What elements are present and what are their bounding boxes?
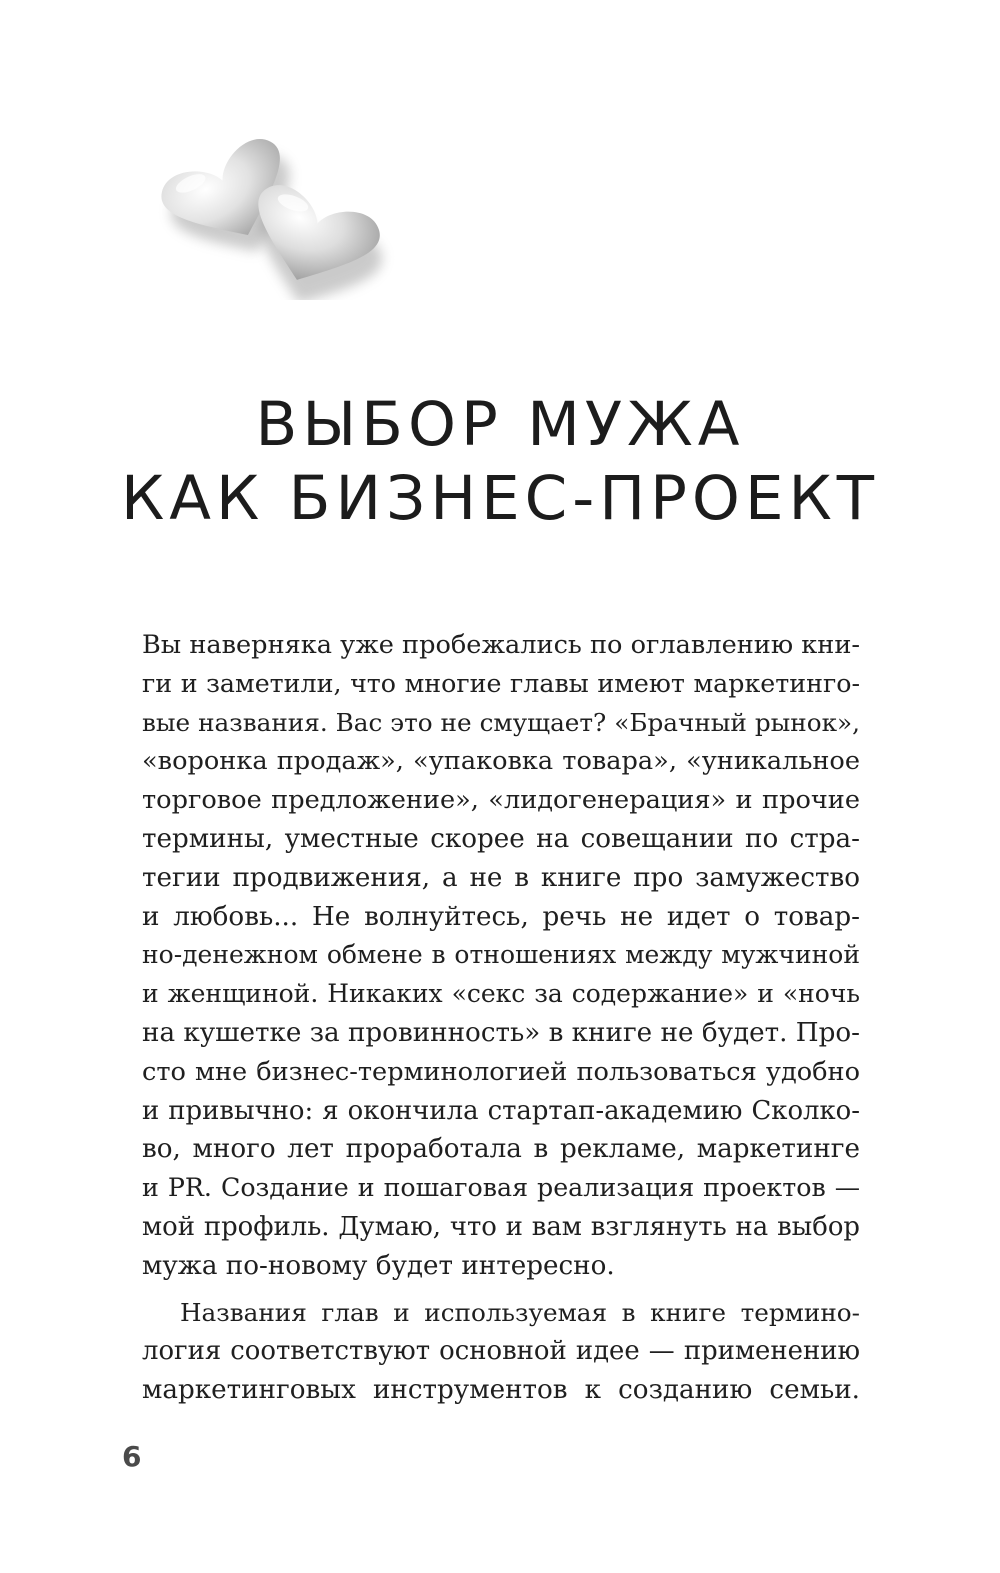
text-line: во, много лет проработала в рекламе, маркетинге	[142, 1134, 860, 1165]
text-line: «воронка продаж», «упаковка товара», «уникальное	[142, 746, 860, 777]
text-line: и женщиной. Никаких «секс за содержание» и «ночь	[142, 979, 860, 1009]
text-line: ги и заметили, что многие главы имеют маркетинго-	[142, 668, 860, 698]
text-line: на кушетке за провинность» в книге не будет. Про-	[142, 1017, 860, 1048]
text-line: логия соответствуют основной идее — применению	[142, 1336, 860, 1367]
text-line: торговое предложение», «лидогенерация» и прочие	[142, 785, 860, 816]
text-line: тегии продвижения, а не в книге про замужество	[142, 862, 860, 893]
text-line: и любовь... Не волнуйтесь, речь не идет о товар-	[142, 901, 860, 932]
text-line: мой профиль. Думаю, что и вам взглянуть на выбор	[142, 1211, 860, 1242]
text-line: термины, уместные скорее на совещании по стра-	[142, 823, 860, 854]
text-line: маркетинговых инструментов к созданию семьи.	[142, 1375, 860, 1406]
page-title	[0, 388, 1000, 536]
text-line: сто мне бизнес-терминологией пользоваться удобно	[142, 1056, 860, 1087]
text-line: вые названия. Вас это не смущает? «Брачный рынок»,	[142, 707, 860, 737]
title-line-1: ВЫБОР МУЖА	[255, 389, 745, 460]
text-line: и PR. Создание и пошаговая реализация проектов —	[142, 1173, 860, 1203]
page-number: 6	[122, 1440, 142, 1473]
paragraph-1	[142, 626, 860, 1286]
title-line-2: КАК БИЗНЕС-ПРОЕКТ	[120, 463, 880, 534]
text-line: Названия глав и используемая в книге термино-	[180, 1297, 860, 1327]
text-line: Вы наверняка уже пробежались по оглавлению кни-	[142, 630, 861, 660]
paragraph-2	[142, 1294, 860, 1410]
text-line: и привычно: я окончила стартап-академию Сколко-	[142, 1095, 860, 1126]
text-line: но-денежном обмене в отношениях между мужчиной	[142, 940, 860, 970]
text-line: мужа по-новому будет интересно.	[142, 1250, 615, 1281]
hearts-icon	[130, 100, 410, 300]
body-text	[142, 626, 860, 1410]
